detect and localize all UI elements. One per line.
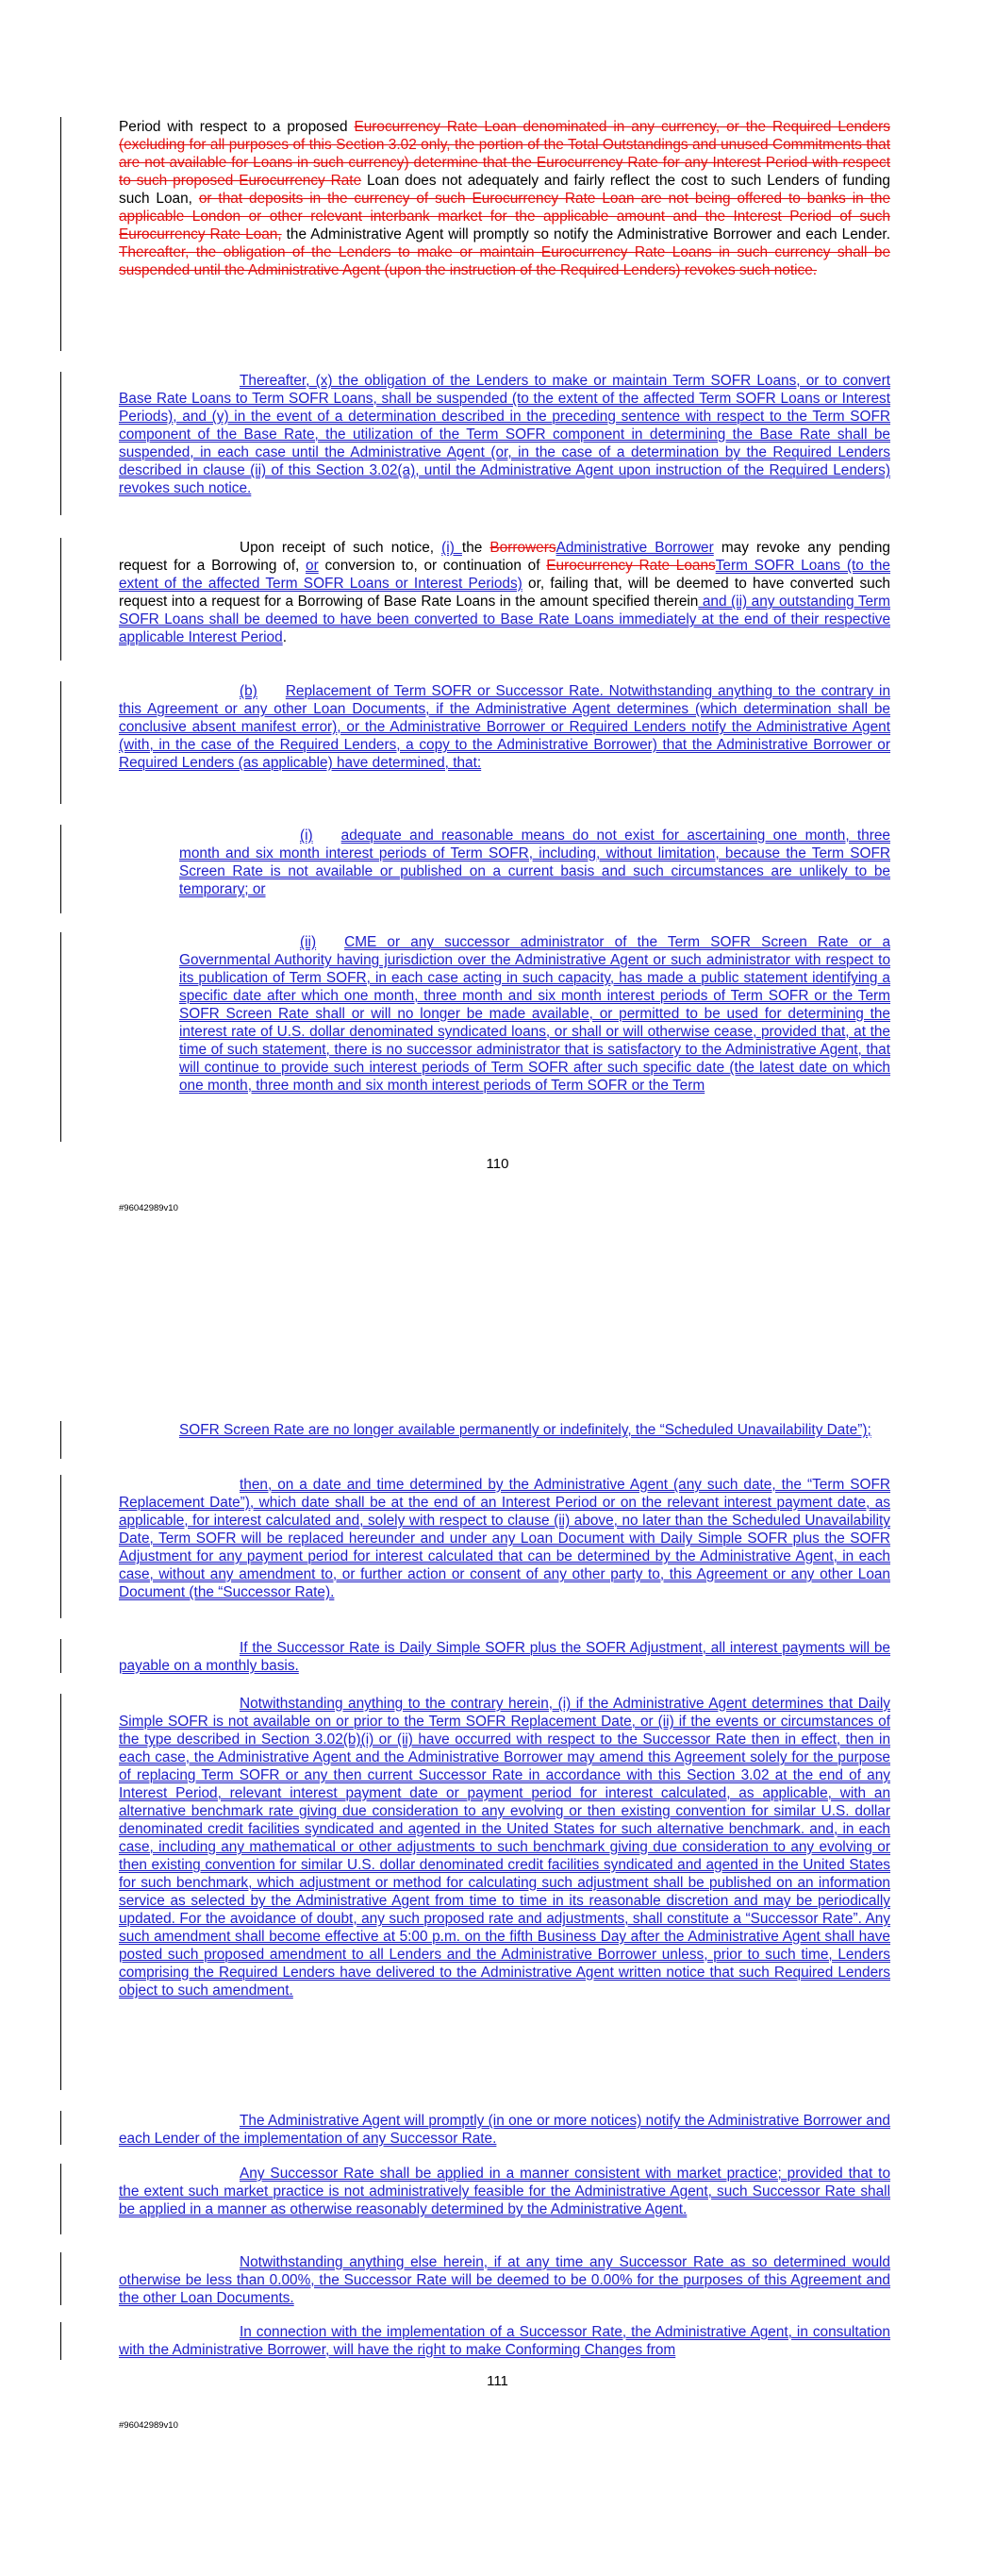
change-bar [60, 1475, 61, 1618]
change-bar [60, 932, 61, 1142]
page-number: 110 [486, 1156, 509, 1172]
paragraph-thereafter [119, 372, 890, 497]
paragraph-notwithstanding-contrary: Notwithstanding anything to the contrary herein, (i) if the Administrative Agent determines that Daily Simple SOFR is not available on or prior to the Term SOFR Replacement Date, or (ii) if the events or circumstances of the type described in Section 3.02(b)(i) or (ii) have occurred with respect to the Successor Rate then in effect, then in each case, the Administrative Agent and the Administrative Borrower may amend this Agreement solely for the purpose of replacing Term SOFR or any then current Successor Rate in accordance with this Section 3.02 at the end of any Interest Period, relevant interest payment date or payment period for interest calculated, as applicable, with an alternative benchmark rate giving due consideration to any evolving or then existing convention for similar U.S. dollar denominated credit facilities syndicated and agented in the United States for such alternative benchmark. and, in each case, including any mathematical or other adjustments to such benchmark giving due consideration to any evolving or then existing convention for similar U.S. dollar denominated credit facilities syndicated and agented in the United States for such benchmark, which adjustment or method for calculating such adjustment shall be published on an information service as selected by the Administrative Agent from time to time in its reasonable discretion and may be periodically updated. For the avoidance of doubt, any such proposed rate and adjustments, shall constitute a “Successor Rate”. Any such amendment shall become effective at 5:00 p.m. on the fifth Business Day after the Administrative Agent shall have posted such proposed amendment to all Lenders and the Administrative Borrower unless, prior to such time, Lenders comprising the Required Lenders have delivered to the Administrative Agent written notice that such Required Lenders object to such amendment. [119, 1696, 890, 1999]
text-run: Upon receipt of such notice, [240, 540, 442, 556]
clause-ii-continuation: SOFR Screen Rate are no longer available permanently or indefinitely, the “Scheduled Unavailability Date”); [179, 1422, 871, 1438]
change-bar [60, 1639, 61, 1673]
clause-label: (i) [300, 828, 313, 844]
change-bar [60, 681, 61, 804]
paragraph-floor: Notwithstanding anything else herein, if at any time any Successor Rate as so determined would otherwise be less than 0.00%, the Successor Rate will be deemed to be 0.00% for the purposes of this Agreement and the other Loan Documents. [119, 2254, 890, 2306]
text-run: . [282, 629, 287, 645]
paragraph-then: then, on a date and time determined by the Administrative Agent (any such date, the “Term SOFR Replacement Date”), which date shall be at the end of an Interest Period or on the relevant interest payment date, as applicable, for interest calculated and, solely with respect to clause (ii) above, no later than the Scheduled Unavailability Date, Term SOFR will be replaced hereunder and under any Loan Document with Daily Simple SOFR plus the SOFR Adjustment for any payment period for interest calculated that can be determined by the Administrative Agent, in each case, without any amendment to, or further action or consent of any other party to, this Agreement or any other Loan Document (the “Successor Rate). [119, 1477, 890, 1600]
text-run: or, failing that, will be deemed to have converted such request into a request for a Borrowing of Base Rate Loans in the amount specified therein [119, 576, 890, 610]
document-id-footer: #96042989v10 [119, 1203, 178, 1213]
clause-label: (b) [240, 683, 257, 699]
text-run: Loan does not adequately and fairly reflect the cost to such Lenders of funding such Loan, [119, 173, 890, 207]
document-id-footer: #96042989v10 [119, 2420, 178, 2431]
change-bar [60, 825, 61, 913]
section-b-paragraph: (b) Replacement of Term SOFR or Successor Rate. Notwithstanding anything to the contrary in this Agreement or any other Loan Documents, if the Administrative Agent determines (which determination shall be conclusive absent manifest error), or the Administrative Borrower or Required Lenders notify the Administrative Agent (with, in the case of the Required Lenders, a copy to the Administrative Borrower) that the Administrative Borrower or Required Lenders (as applicable) have determined, that: [119, 683, 890, 771]
deleted-text: Borrowers [489, 540, 556, 556]
page-111 [0, 1288, 995, 2576]
inserted-text: Administrative Borrower [556, 540, 714, 556]
paragraph-conforming-changes: In connection with the implementation of a Successor Rate, the Administrative Agent, in consultation with the Administrative Borrower, will have the right to make Conforming Changes from [119, 2324, 890, 2358]
text-run: Period with respect to a proposed [119, 119, 355, 135]
clause-label: (ii) [300, 934, 317, 950]
change-bar [60, 1694, 61, 2090]
change-bar [60, 538, 61, 661]
deleted-text: Eurocurrency Rate Loans [546, 558, 716, 574]
inserted-text: or [306, 558, 319, 574]
clause-ii-paragraph: (ii) CME or any successor administrator of the Term SOFR Screen Rate or a Governmental Authority having jurisdiction over the Administrative Agent or such administrator with respect to its publication of Term SOFR, in each case acting in such capacity, has made a public statement identifying a specific date after which one month, three month and six month interest periods of Term SOFR or the Term SOFR Screen Rate shall or will no longer be made available, or permitted to be used for determining the interest rate of U.S. dollar denominated syndicated loans, or shall or will otherwise cease, provided that, at the time of such statement, there is no successor administrator that is satisfactory to the Administrative Agent, that will continue to provide such interest periods of Term SOFR after such specific date (the latest date on which one month, three month and six month interest periods of Term SOFR or the Term [179, 934, 890, 1094]
inserted-text: Thereafter, (x) the obligation of the Lenders to make or maintain Term SOFR Loans, or to convert Base Rate Loans to Term SOFR Loans, shall be suspended (to the extent of the affected Term SOFR Loans or Interest Periods), and (y) in the event of a determination described in the preceding sentence with respect to the Term SOFR component of the Base Rate, the utilization of the Term SOFR component in determining the Base Rate shall be suspended, in each case until the Administrative Agent (or, in the case of a determination by the Required Lenders described in clause (ii) of this Section 3.02(a), until the Administrative Agent upon instruction of the Required Lenders) revokes such notice. [119, 373, 890, 496]
paragraph-1 [119, 118, 890, 279]
deleted-text: or that deposits in the currency of such Eurocurrency Rate Loan are not being offered to banks in the applicable London or other relevant interbank market for the applicable amount and the Interest Period of such Eurocurrency Rate Loan, [119, 191, 891, 243]
change-bar [60, 2322, 61, 2360]
paragraph-successor-rate-interest: If the Successor Rate is Daily Simple SOFR plus the SOFR Adjustment, all interest payments will be payable on a monthly basis. [119, 1640, 890, 1674]
page-number: 111 [487, 2373, 508, 2389]
change-bar [60, 2252, 61, 2305]
text-run: the Administrative Agent will promptly so notify the Administrative Borrower and each Lender. [281, 226, 890, 243]
deleted-text: Thereafter, the obligation of the Lenders to make or maintain Eurocurrency Rate Loans in such currency shall be suspended until the Administrative Agent (upon the instruction of the Required Lenders) revokes such notice. [119, 244, 890, 278]
text-run: conversion to, or continuation of [318, 558, 547, 574]
change-bar [60, 117, 61, 351]
change-bar [60, 2164, 61, 2234]
change-bar [60, 2111, 61, 2145]
change-bar [60, 372, 61, 515]
inserted-text: Term SOFR Loans (to the extent of the affected Term SOFR Loans or Interest Periods) [119, 558, 890, 592]
paragraph-market-practice: Any Successor Rate shall be applied in a manner consistent with market practice; provided that to the extent such market practice is not administratively feasible for the Administrative Agent, such Successor Rate shall be applied in a manner as otherwise reasonably determined by the Administrative Agent. [119, 2166, 890, 2217]
inserted-text: (i) [441, 540, 462, 556]
clause-i-paragraph: (i) adequate and reasonable means do not exist for ascertaining one month, three month and six month interest periods of Term SOFR, including, without limitation, because the Term SOFR Screen Rate is not available or published on a current basis and such circumstances are unlikely to be temporary; or [179, 828, 890, 897]
paragraph-upon-receipt [119, 539, 890, 646]
deleted-text: Eurocurrency Rate Loan denominated in any currency, or the Required Lenders (excluding for all purposes of this Section 3.02 only, the portion of the Total Outstandings and unused Commitments that are not available for Loans in such currency) determine that the Eurocurrency Rate for any Interest Period with respect to such proposed Eurocurrency Rate [119, 119, 891, 189]
text-run: may revoke any pending request for a Borrowing of, [119, 540, 890, 574]
change-bar [60, 1421, 61, 1459]
inserted-text: and (ii) any outstanding Term SOFR Loans shall be deemed to have been converted to Base Rate Loans immediately at the end of their respective applicable Interest Period [119, 594, 890, 645]
paragraph-notify: The Administrative Agent will promptly (in one or more notices) notify the Administrative Borrower and each Lender of the implementation of any Successor Rate. [119, 2113, 890, 2147]
text-run: the [461, 540, 490, 556]
